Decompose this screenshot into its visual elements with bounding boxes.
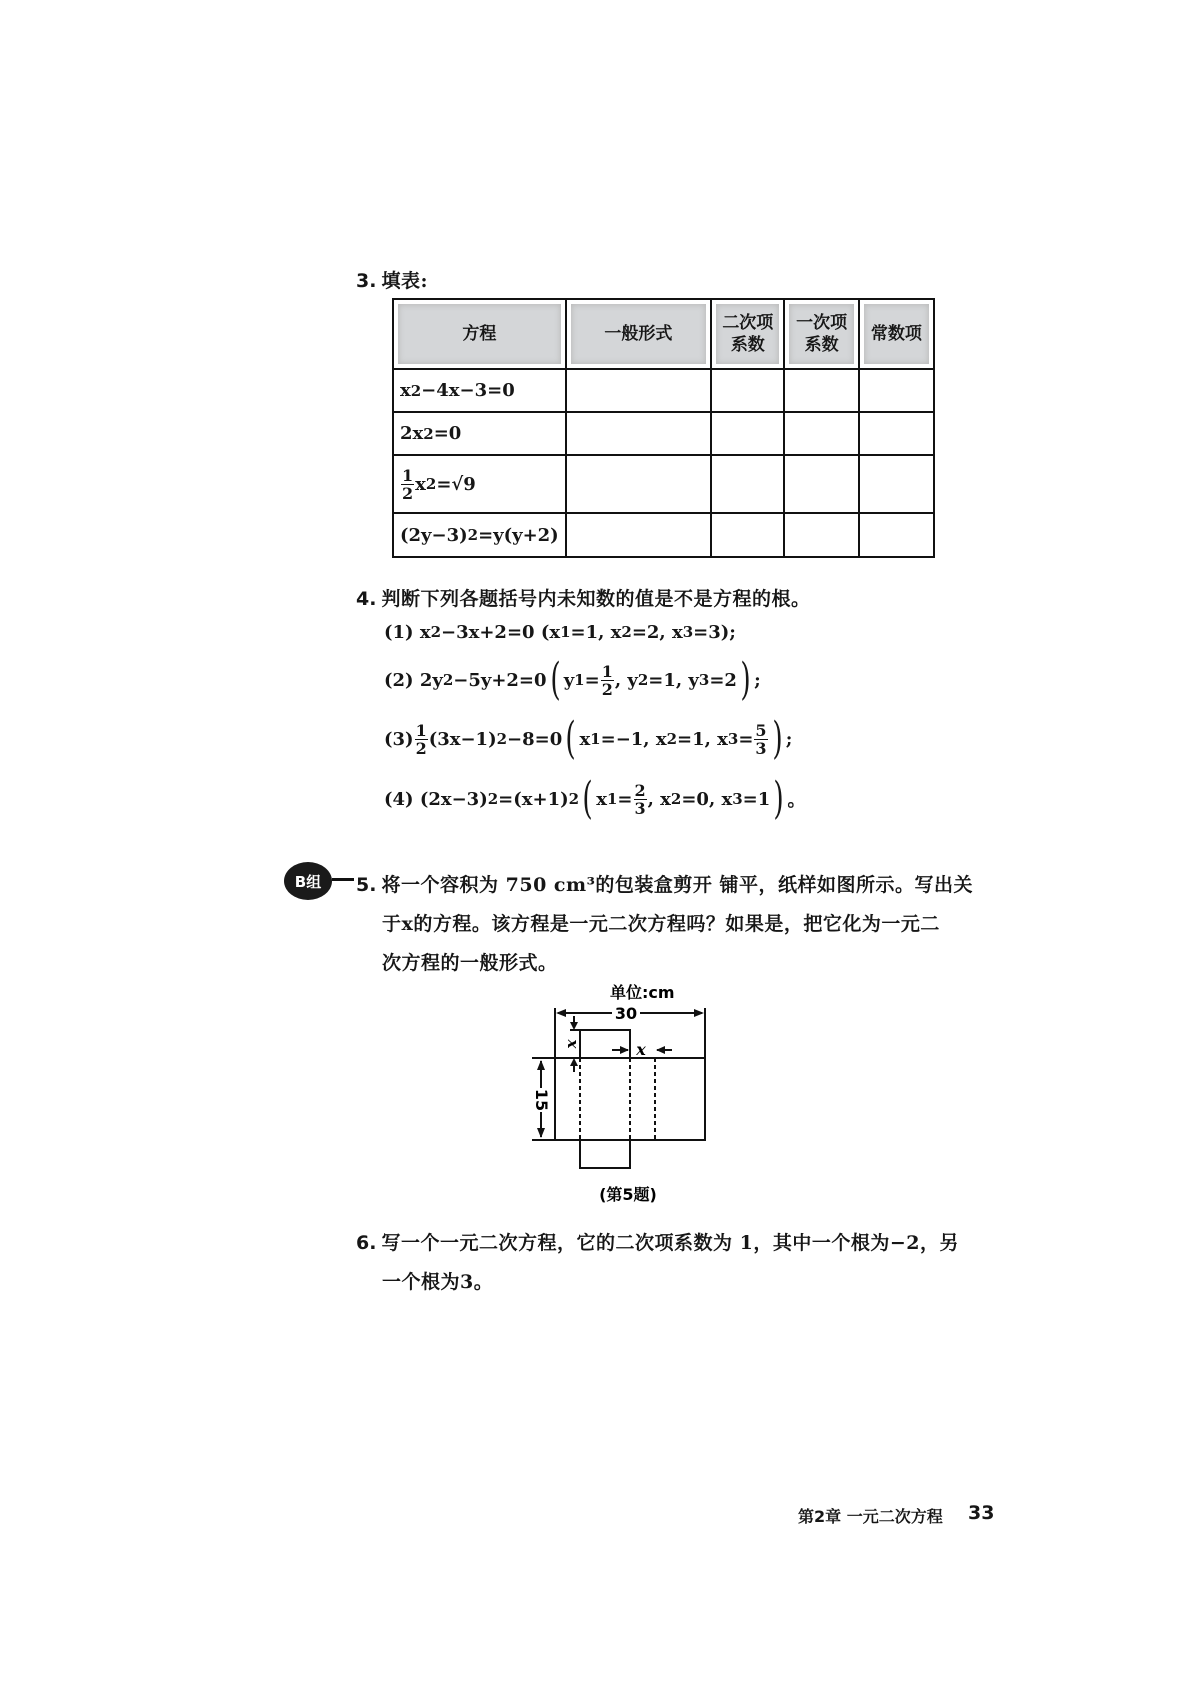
math-text: −5y+2=0 — [453, 669, 547, 691]
numerator: 2 — [634, 780, 646, 800]
superscript: 2 — [496, 730, 508, 748]
subscript: 2 — [637, 671, 649, 689]
math-text: = — [584, 669, 600, 691]
superscript: 2 — [487, 790, 499, 808]
math-text: x — [415, 473, 426, 495]
subscript: 3 — [727, 730, 739, 748]
math-text: = — [738, 728, 754, 750]
question-line: 于x的方程。该方程是一元二次方程吗？如果是，把它化为一元二 — [382, 913, 940, 935]
math-text: =1, x — [570, 621, 622, 643]
denominator: 3 — [634, 798, 646, 818]
question-number: 3. — [356, 270, 377, 292]
subscript: 1 — [574, 671, 585, 689]
math-text: =√9 — [436, 473, 476, 495]
math-text: x — [400, 380, 411, 401]
group-b-badge: B组 — [284, 862, 332, 900]
math-text: , x — [647, 788, 671, 810]
numerator: 1 — [601, 661, 613, 681]
math-text: (4) (2x−3) — [384, 788, 488, 810]
math-text: =−1, x — [600, 728, 667, 750]
math-text: (2) 2y — [384, 669, 443, 691]
header-constant: 常数项 — [859, 299, 934, 369]
header-linear-coef: 一次项 系数 — [784, 299, 858, 369]
math-text: x — [579, 728, 591, 750]
page-number: 33 — [968, 1502, 995, 1524]
math-text: (1) x — [384, 621, 431, 643]
math-text: −3x+2=0 (x — [441, 621, 561, 643]
math-text: =0, x — [681, 788, 733, 810]
denominator: 2 — [601, 679, 613, 699]
math-text: ; — [754, 669, 761, 691]
superscript: 2 — [467, 526, 479, 544]
header-quadratic-coef: 二次项 系数 — [711, 299, 784, 369]
large-paren: ( — [565, 713, 577, 764]
q6-text — [356, 1224, 959, 1302]
math-text: = — [617, 788, 633, 810]
math-text: =(x+1) — [498, 788, 569, 810]
numerator: 1 — [415, 720, 427, 740]
large-paren: ) — [773, 773, 785, 824]
question-line: 写一个一元二次方程，它的二次项系数为 1，其中一个根为−2，另 — [381, 1232, 960, 1254]
math-text: ; — [785, 728, 793, 750]
math-text: y — [563, 669, 575, 691]
math-text: −8=0 — [507, 728, 563, 750]
large-paren: ) — [771, 713, 783, 764]
math-text: =2, x — [631, 621, 683, 643]
math-text: x — [596, 788, 607, 810]
math-text: 2x — [400, 423, 424, 444]
net-main-rect — [555, 1058, 705, 1140]
header-equation: 方程 — [393, 299, 566, 369]
question-number: 5. — [356, 874, 377, 896]
math-text: =2 — [709, 669, 737, 691]
denominator: 2 — [402, 483, 414, 503]
question-number: 6. — [356, 1232, 377, 1254]
subscript: 2 — [666, 730, 677, 748]
numerator: 5 — [755, 720, 767, 740]
question-line: 一个根为3。 — [382, 1271, 494, 1293]
math-text: =3); — [693, 621, 736, 643]
numerator: 1 — [402, 465, 414, 485]
subscript: 2 — [621, 623, 632, 641]
subscript: 1 — [590, 730, 601, 748]
denominator: 3 — [755, 738, 767, 758]
superscript: 2 — [442, 671, 454, 689]
denominator: 2 — [415, 738, 427, 758]
net-top-flap — [580, 1030, 630, 1058]
math-text: =1, x — [677, 728, 728, 750]
superscript: 2 — [410, 381, 422, 400]
math-text: −4x−3=0 — [421, 380, 515, 401]
math-text: =0 — [433, 423, 462, 444]
x-label: x — [636, 1040, 646, 1059]
subscript: 2 — [670, 790, 682, 808]
width-label: 30 — [614, 1004, 638, 1023]
large-paren: ) — [740, 654, 751, 705]
math-text: (2y−3) — [400, 524, 468, 546]
header-general-form: 一般形式 — [566, 299, 711, 369]
question-line: 次方程的一般形式。 — [382, 952, 558, 974]
math-text: (3x−1) — [428, 728, 497, 750]
subscript: 3 — [682, 623, 694, 641]
superscript: 2 — [430, 623, 441, 641]
superscript: 2 — [423, 424, 434, 443]
math-text: , y — [614, 669, 638, 691]
subscript: 1 — [560, 623, 571, 641]
math-text: =1 — [742, 788, 771, 810]
superscript: 2 — [425, 475, 437, 493]
math-text: 。 — [787, 790, 806, 811]
subscript: 3 — [732, 790, 743, 808]
math-text: (3) — [384, 728, 414, 750]
chapter-footer: 第2章 一元二次方程 — [798, 1507, 943, 1526]
math-text: =y(y+2) — [478, 524, 559, 546]
large-paren: ( — [549, 654, 561, 705]
height-label: 15 — [532, 1088, 551, 1112]
large-paren: ( — [582, 773, 593, 824]
figure-caption: (第5题) — [599, 1185, 657, 1204]
question-text: 填表: — [381, 270, 429, 292]
subscript: 1 — [606, 790, 618, 808]
x-label-vertical: x — [564, 1039, 582, 1049]
question-text: 判断下列各题括号内未知数的值是不是方程的根。 — [381, 588, 811, 610]
net-bottom-flap — [580, 1140, 630, 1168]
unit-label: 单位:cm — [610, 983, 675, 1002]
math-text: =1, y — [648, 669, 699, 691]
subscript: 3 — [698, 671, 710, 689]
superscript: 2 — [568, 790, 580, 808]
question-number: 4. — [356, 588, 377, 610]
question-line: 将一个容积为 750 cm³的包装盒剪开 铺平，纸样如图所示。写出关 — [381, 874, 974, 896]
